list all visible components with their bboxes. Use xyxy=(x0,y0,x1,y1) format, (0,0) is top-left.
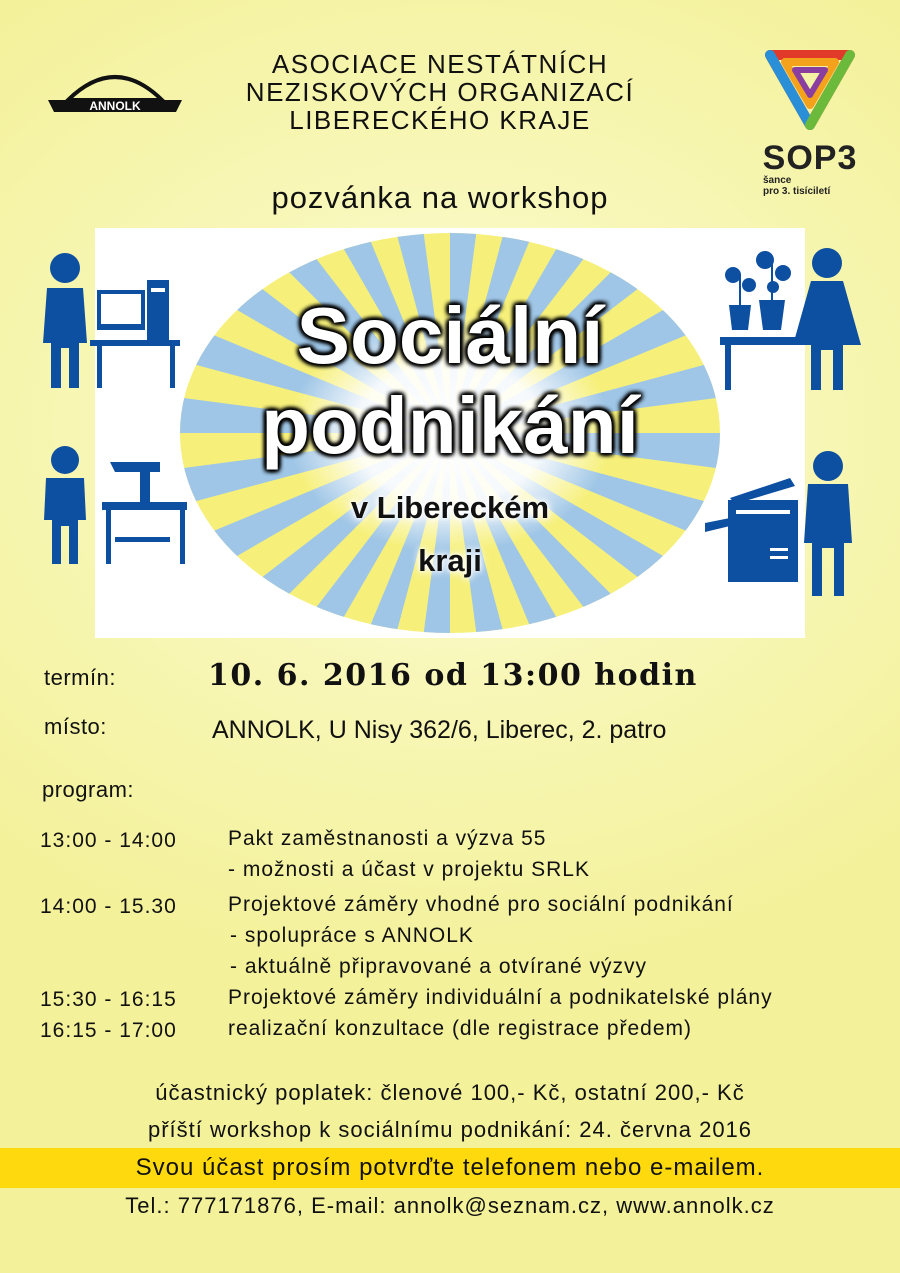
organization-title xyxy=(200,50,680,134)
contact-info: Tel.: 777171876, E-mail: annolk@seznam.cz, www.annolk.cz xyxy=(125,1193,775,1218)
sop3-logo-text: SOP3 xyxy=(762,139,858,177)
program-time: 14:00 - 15.30 xyxy=(40,895,177,918)
confirm-text: Svou účast prosím potvrďte telefonem nebo e-mailem. xyxy=(135,1154,765,1181)
term-label: termín: xyxy=(44,665,116,690)
woman-flowers-icon xyxy=(715,245,865,395)
invite-heading: pozvánka na workshop xyxy=(271,180,609,215)
hero-title-line-2: podnikání xyxy=(261,381,639,470)
place-label: místo: xyxy=(44,714,107,739)
fee-text: účastnický poplatek: členové 100,- Kč, ostatní 200,- Kč xyxy=(155,1080,745,1105)
sop3-triangle-icon xyxy=(755,40,865,130)
program-time: 13:00 - 14:00 xyxy=(40,829,177,852)
hero-banner xyxy=(95,228,805,638)
annolk-logo xyxy=(40,62,190,122)
org-line-1: ASOCIACE NESTÁTNÍCH xyxy=(271,49,609,79)
program-item-text: - aktuálně připravované a otvírané výzvy xyxy=(230,955,648,978)
program-item-text: Projektové záměry individuální a podnikatelské plány xyxy=(228,986,773,1009)
program-item-text: - možnosti a účast v projektu SRLK xyxy=(228,858,590,881)
org-line-2: NEZISKOVÝCH ORGANIZACÍ xyxy=(245,77,635,107)
worker-copier-icon xyxy=(700,448,860,598)
program-item-text: Pakt zaměstnanosti a výzva 55 xyxy=(228,827,547,850)
next-workshop-text: příští workshop k sociálnímu podnikání: 24. června 2016 xyxy=(147,1117,753,1142)
hero-title-line-1: Sociální xyxy=(296,291,604,380)
program-time: 15:30 - 16:15 xyxy=(40,988,177,1011)
annolk-logo-text: ANNOLK xyxy=(89,99,141,113)
program-label: program: xyxy=(42,777,135,802)
program-item-text: - spolupráce s ANNOLK xyxy=(230,924,474,947)
office-worker-computer-icon xyxy=(35,248,185,393)
org-line-3: LIBERECKÉHO KRAJE xyxy=(289,105,591,135)
term-value: 10. 6. 2016 od 13:00 hodin xyxy=(208,658,698,693)
program-item-text: realizační konzultace (dle registrace předem) xyxy=(228,1017,693,1040)
sop3-logo xyxy=(755,40,865,200)
program-item-text: Projektové záměry vhodné pro sociální podnikání xyxy=(228,893,734,916)
worker-sewing-machine-icon xyxy=(40,442,190,567)
hero-subtitle-line-2: kraji xyxy=(418,543,482,578)
hero-subtitle-line-1: v Libereckém xyxy=(350,490,550,525)
sop3-tagline-2: pro 3. tisíciletí xyxy=(763,186,831,197)
program-time: 16:15 - 17:00 xyxy=(40,1019,177,1042)
sop3-tagline-1: šance xyxy=(763,175,792,186)
place-value: ANNOLK, U Nisy 362/6, Liberec, 2. patro xyxy=(212,716,667,744)
